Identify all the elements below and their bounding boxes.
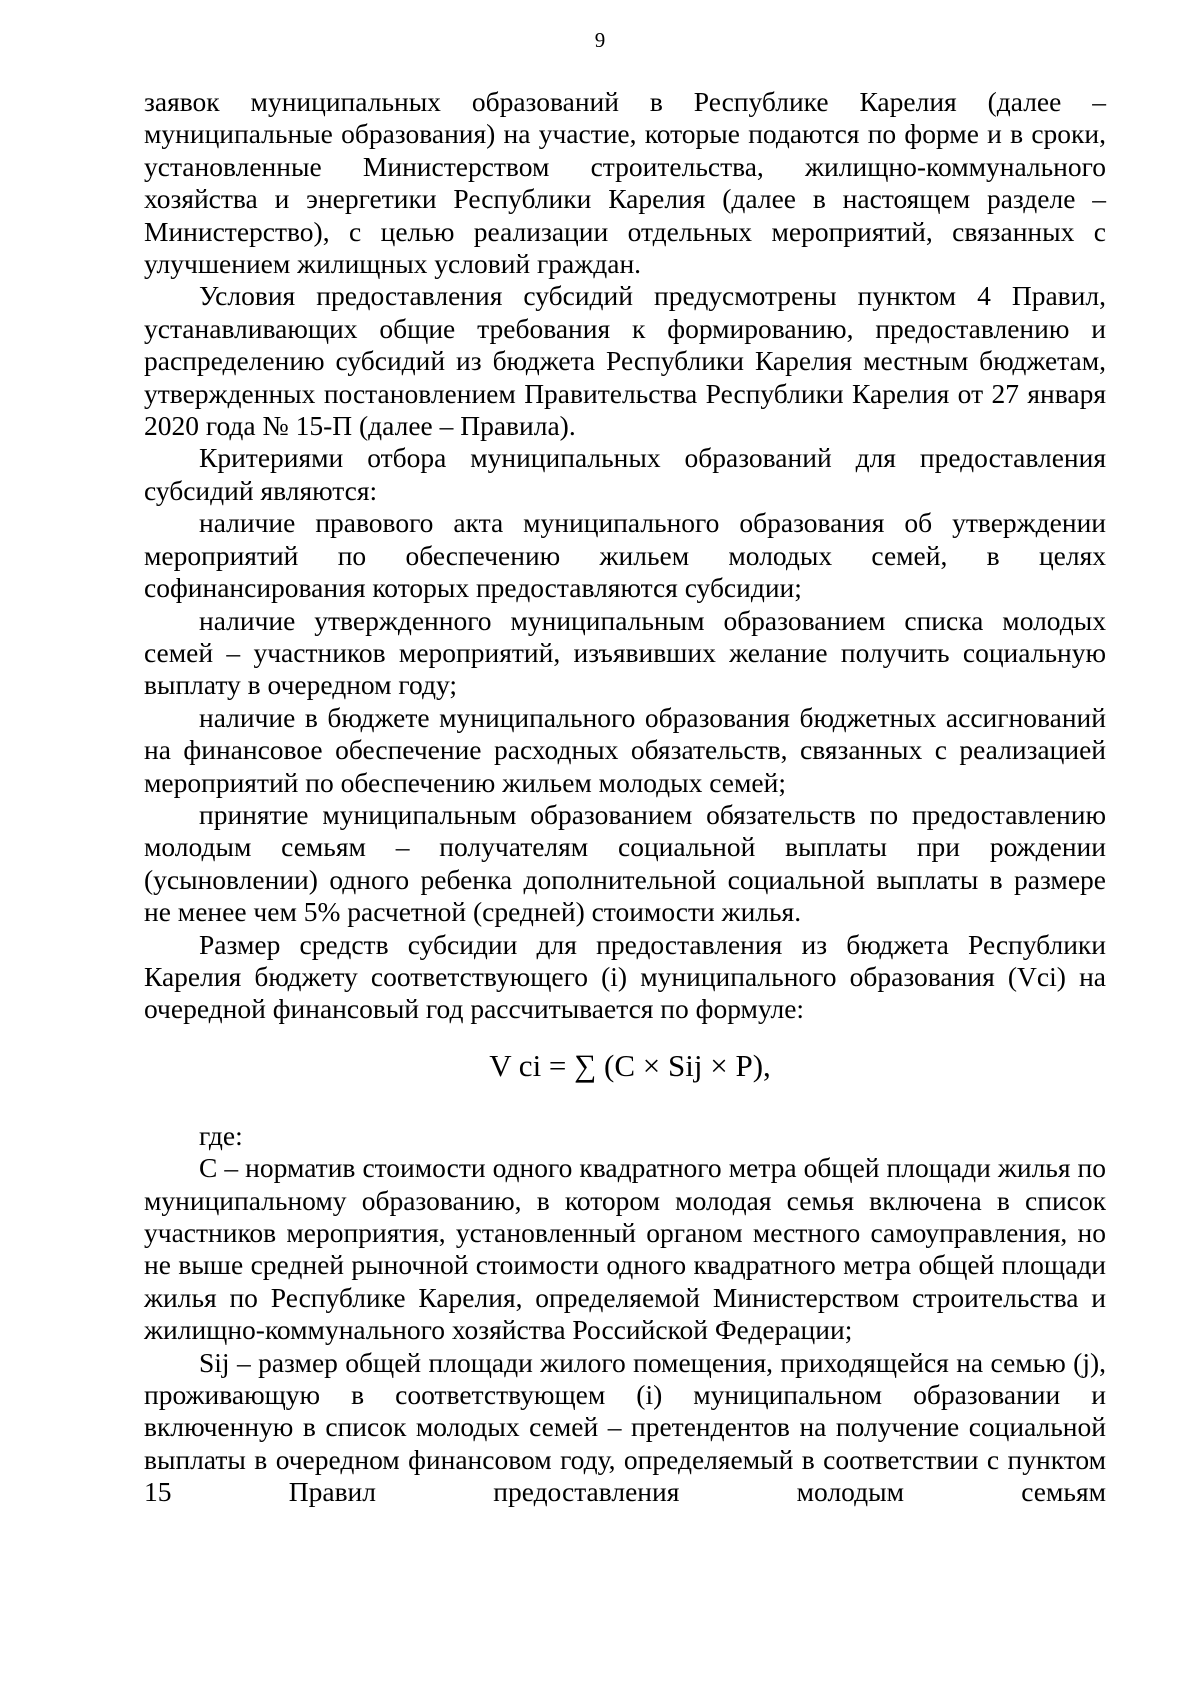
definition-sij: Sij – размер общей площади жилого помещения, приходящейся на семью (j), проживающую в соответствующем (i) муниципальном образовании и включенную в список молодых семей – претендентов на получение социальной выплаты в очередном финансовом году, определяемый в соответствии с пунктом 15 Правил предоставления молодым семьям bbox=[144, 1346, 1106, 1508]
criterion-budget-allocations: наличие в бюджете муниципального образования бюджетных ассигнований на финансовое обеспечение расходных обязательств, связанных с реализацией мероприятий по обеспечению жильем молодых семей; bbox=[144, 701, 1106, 798]
document-body bbox=[144, 86, 1106, 1509]
paragraph-subsidy-amount: Размер средств субсидии для предоставления из бюджета Республики Карелия бюджету соответствующего (i) муниципального образования (Vci) на очередной финансовый год рассчитывается по формуле: bbox=[144, 928, 1106, 1025]
paragraph-subsidy-conditions: Условия предоставления субсидий предусмотрены пунктом 4 Правил, устанавливающих общие требования к формированию, предоставлению и распределению субсидий из бюджета Республики Карелия местным бюджетам, утвержденных постановлением Правительства Республики Карелия от 27 января 2020 года № 15-П (далее – Правила). bbox=[144, 280, 1106, 442]
criterion-additional-payment: принятие муниципальным образованием обязательств по предоставлению молодым семьям – получателям социальной выплаты при рождении (усыновлении) одного ребенка дополнительной социальной выплаты в размере не менее чем 5% расчетной (средней) стоимости жилья. bbox=[144, 798, 1106, 928]
criterion-legal-act: наличие правового акта муниципального образования об утверждении мероприятий по обеспечению жильем молодых семей, в целях софинансирования которых предоставляются субсидии; bbox=[144, 507, 1106, 604]
criterion-family-list: наличие утвержденного муниципальным образованием списка молодых семей – участников мероприятий, изъявивших желание получить социальную выплату в очередном году; bbox=[144, 604, 1106, 701]
where-label: где: bbox=[199, 1119, 243, 1151]
paragraph-continuation: заявок муниципальных образований в Республике Карелия (далее – муниципальные образования) на участие, которые подаются по форме и в сроки, установленные Министерством строительства, жилищно-коммунального хозяйства и энергетики Республики Карелия (далее в настоящем разделе – Министерство), с целью реализации отдельных мероприятий, связанных с улучшением жилищных условий граждан. bbox=[144, 86, 1106, 280]
subsidy-formula: V ci = ∑ (C × Sij × P), bbox=[489, 1047, 771, 1083]
definition-c: С – норматив стоимости одного квадратного метра общей площади жилья по муниципальному образованию, в котором молодая семья включена в список участников мероприятия, установленный органом местного самоуправления, но не выше средней рыночной стоимости одного квадратного метра общей площади жилья по Республике Карелия, определяемой Министерством строительства и жилищно-коммунального хозяйства Российской Федерации; bbox=[144, 1152, 1106, 1346]
paragraph-selection-criteria: Критериями отбора муниципальных образований для предоставления субсидий являются: bbox=[144, 442, 1106, 506]
page-number: 9 bbox=[594, 28, 606, 52]
